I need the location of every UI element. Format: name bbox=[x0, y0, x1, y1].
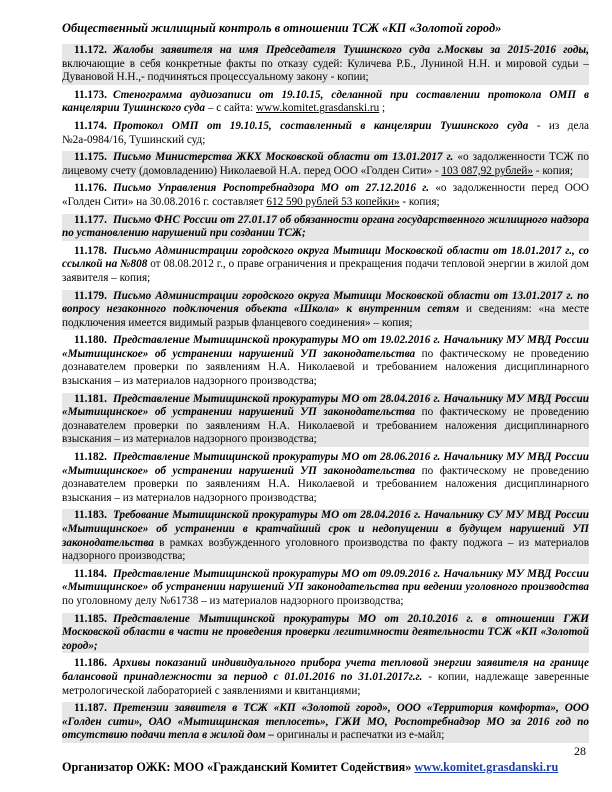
list-item bbox=[62, 702, 589, 743]
emphasized-text: Письмо ФНС России от 27.01.17 об обязанности органа государственного жилищного надзора по установлению нарушений при создании ТСЖ; bbox=[62, 213, 589, 240]
item-text: «о задолженности ТСЖ по лицевому счету (домовладению) Николаевой Н.А. перед ООО «Голден Сити» - bbox=[62, 151, 589, 177]
emphasized-text: Представление Мытищинской прокуратуры МО от 28.06.2016 г. Начальнику МУ МВД России «Мытищинское» об устранении нарушений УП законодательства bbox=[62, 451, 589, 477]
page-header: Общественный жилищный контроль в отношении ТСЖ «КП «Золотой город» bbox=[62, 21, 502, 35]
item-number: 11.172. bbox=[74, 44, 107, 56]
emphasized-text: Письмо Администрации городского округа Мытищи Московской области от 13.01.2017 г. по вопросу незаконного подключения объекта «Школа» к внутренним сетям bbox=[62, 289, 589, 316]
list-item bbox=[62, 182, 589, 209]
item-number: 11.187. bbox=[74, 702, 107, 715]
list-item bbox=[62, 214, 589, 241]
emphasized-text: Представление Мытищинской прокуратуры МО от 19.02.2016 г. Начальнику МУ МВД России «Мытищинское» об устранении нарушений УП законодательства bbox=[62, 334, 589, 360]
emphasized-text: Представление Мытищинской прокуратуры МО от 09.09.2016 г. Начальнику МУ МВД России «Мытищинское» об устранении нарушений УП законодательства при ведении уголовного производства bbox=[62, 567, 589, 594]
list-item bbox=[62, 568, 589, 609]
emphasized-text: Архивы показаний индивидуального прибора учета тепловой энергии заявителя на границе балансовой принадлежности за период с 01.01.2016 по 31.01.2017г.г. bbox=[62, 657, 589, 683]
emphasized-text: Представление Мытищинской прокуратуры МО от 20.10.2016 г. в отношении ГЖИ Московской области в части не проведения проверки легитимности деятельности ТСЖ «КП «Золотой город»; bbox=[62, 612, 589, 652]
item-text: в рамках возбужденного уголовного производства по факту поджога – из материалов надзорного производства; bbox=[62, 536, 589, 563]
emphasized-text: Требование Мытищинской прокуратуры МО от 28.04.2016 г. Начальнику СУ МУ МВД России «Мытищинское» об устранении в кратчайший срок и недопущении в будущем нарушений УП законодательства bbox=[62, 509, 589, 549]
item-text: и сведениям: «на месте подключения имеется видимый разрыв фланцевого соединения» – копия; bbox=[62, 303, 589, 329]
underlined-text: www.komitet.grasdanski.ru bbox=[255, 102, 380, 115]
item-text: по фактическому не проведению дознавателем проверки по заявлениям Н.А. Николаевой и требованием наложения дисциплинарного взыскания – из материалов надзорного производства; bbox=[62, 406, 589, 446]
document-body bbox=[62, 44, 589, 747]
item-text: по фактическому не проведению дознавателем проверки по заявлениям Н.А. Николаевой и требованием наложения дисциплинарного взыскания – из материалов надзорного производства; bbox=[62, 464, 589, 504]
list-item bbox=[62, 245, 589, 286]
underlined-text: 612 590 рублей 53 копейки» bbox=[266, 195, 400, 208]
list-item bbox=[62, 44, 589, 85]
emphasized-text: Протокол ОМП от 19.10.15, составленный в канцелярии Тушинского суда bbox=[112, 119, 529, 132]
list-item bbox=[62, 657, 589, 698]
item-text: – с сайта: bbox=[205, 102, 256, 115]
footer-organizer-text: Организатор ОЖК: МОО «Гражданский Комитет Содействия» bbox=[62, 760, 415, 774]
item-text: - копии, надлежаще заверенные метрологической лабораторией с заявлениями и квитанциями; bbox=[62, 670, 589, 697]
item-number: 11.183. bbox=[74, 509, 107, 522]
emphasized-text: Письмо Управления Роспотребнадзора МО от 27.12.2016 г. bbox=[112, 182, 430, 195]
item-text: от 08.08.2012 г., о праве ограничения и прекращения подачи тепловой энергии в жилой дом заявителя – копия; bbox=[62, 258, 589, 284]
emphasized-text: Стенограмма аудиозаписи от 19.10.15, сделанной при составлении протокола ОМП в канцелярии Тушинского суда bbox=[62, 88, 589, 115]
item-text: по уголовному делу №61738 – из материалов надзорного производства; bbox=[62, 594, 404, 607]
list-item bbox=[62, 151, 589, 178]
item-text: - копия; bbox=[533, 164, 574, 177]
list-item bbox=[62, 509, 589, 563]
page-footer bbox=[62, 760, 558, 775]
list-item bbox=[62, 451, 589, 505]
page-number: 28 bbox=[574, 744, 586, 758]
list-item bbox=[62, 393, 589, 447]
item-number: 11.185. bbox=[74, 612, 107, 625]
item-number: 11.186. bbox=[74, 657, 107, 670]
item-number: 11.181. bbox=[74, 392, 107, 405]
list-item bbox=[62, 334, 589, 388]
item-text: - из дела №2а-0984/16, Тушинский суд; bbox=[62, 119, 590, 146]
emphasized-text: Письмо Администрации городского округа Мытищи Московской области от 18.01.2017 г., со ссылкой на №808 bbox=[62, 244, 589, 271]
footer-website-link[interactable]: www.komitet.grasdanski.ru bbox=[414, 760, 559, 774]
list-item bbox=[62, 89, 589, 116]
item-number: 11.184. bbox=[74, 567, 107, 580]
item-text: оригиналы и распечатки из е-майл; bbox=[273, 729, 445, 742]
list-item bbox=[62, 120, 589, 147]
item-number: 11.173. bbox=[74, 88, 107, 101]
list-item bbox=[62, 613, 589, 654]
emphasized-text: Представление Мытищинской прокуратуры МО от 28.04.2016 г. Начальнику МУ МВД России «Мытищинское» об устранении нарушений УП законодательства bbox=[62, 392, 589, 419]
underlined-text: 103 087,92 рублей» bbox=[441, 164, 533, 177]
item-number: 11.179. bbox=[74, 289, 107, 302]
item-text: «о задолженности перед ООО «Голден Сити» на 30.08.2016 г. составляет bbox=[62, 182, 590, 208]
item-number: 11.175. bbox=[74, 151, 107, 164]
item-number: 11.174. bbox=[74, 119, 107, 132]
emphasized-text: Письмо Министерства ЖКХ Московской области от 13.01.2017 г. bbox=[112, 151, 454, 164]
emphasized-text: Претензии заявителя в ТСЖ «КП «Золотой город», ООО «Территория комфорта», ООО «Голден сити», ОАО «Мытищинская теплосеть», ГЖИ МО, Роспотребнадзор МО за 2016 год по отсутствию подачи тепла в жилой дом – bbox=[62, 702, 589, 742]
item-text: ; bbox=[379, 102, 386, 115]
item-text: включающие в себя конкретные факты по отказу судей: Куличева Р.Б., Луниной Н.Н. и мировой судьи – Дувановой Н.Н.,- подчиняться процессуальному закону - копии; bbox=[62, 57, 589, 84]
item-number: 11.182. bbox=[74, 451, 107, 464]
list-item bbox=[62, 290, 589, 331]
item-number: 11.180. bbox=[74, 334, 107, 347]
item-number: 11.176. bbox=[74, 182, 107, 195]
item-text: - копия; bbox=[399, 195, 440, 208]
item-number: 11.177. bbox=[74, 213, 107, 226]
emphasized-text: Жалобы заявителя на имя Председателя Тушинского суда г.Москвы за 2015-2016 годы, bbox=[112, 44, 589, 56]
item-number: 11.178. bbox=[74, 244, 107, 257]
item-text: по фактическому не проведению дознавателем проверки по заявлениям Н.А. Николаевой и требованием наложения дисциплинарного взыскания – из материалов надзорного производства; bbox=[62, 347, 589, 388]
